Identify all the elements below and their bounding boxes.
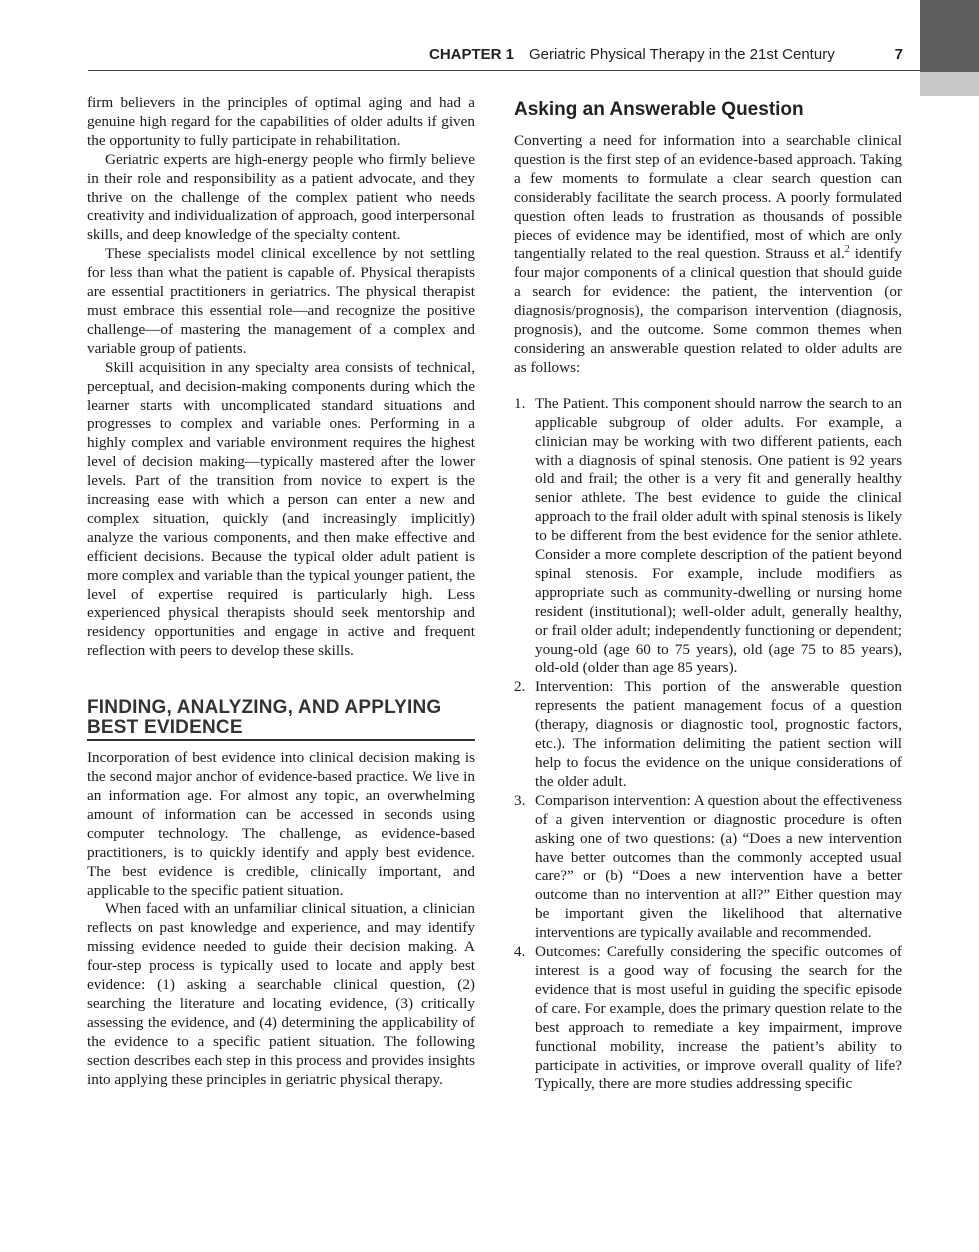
list-item-text: Comparison intervention: A question about the effectiveness of a given intervention or diagnostic procedure is often asking one of two questions: (a) “Does a new intervention have better outcomes than the commonly accepted usual care?” or (b) “Does a new intervention have a better outcome than no intervention at all?” Either question may be important given the likelihood that alternative interventions are typically available and recommended. <box>535 791 902 942</box>
paragraph-answerable-question <box>514 132 902 378</box>
left-column <box>87 94 475 1090</box>
list-number: 3. <box>514 791 526 809</box>
section-heading: FINDING, ANALYZING, AND APPLYING BEST EVIDENCE <box>87 698 475 741</box>
subsection-heading: Asking an Answerable Question <box>514 99 804 120</box>
list-item <box>514 792 902 943</box>
list-item <box>514 678 902 791</box>
question-components-list <box>514 395 902 1095</box>
page-number: 7 <box>894 46 903 63</box>
list-number: 2. <box>514 678 526 696</box>
reference-superscript: 2 <box>844 244 850 256</box>
list-item-text: Outcomes: Carefully considering the specific outcomes of interest is a good way of focusing the search for the evidence that is most useful in guiding the specific episode of care. For example, does the primary question relate to the best approach to remediate a key impairment, improve functional mobility, increase the patient’s ability to participate in activities, or improve overall quality of life? Typically, there are more studies addressing specific <box>535 943 902 1093</box>
list-item-text: Intervention: This portion of the answerable question represents the patient management focus of a question (therapy, diagnosis or diagnostic tool, prognostic factors, etc.). The information delimiting the patient section will help to focus the evidence on the unique considerations of the older adult. <box>535 678 902 790</box>
list-item-text: The Patient. This component should narrow the search to an applicable subgroup of older adults. For example, a clinician may be working with two different patients, each with a diagnosis of spinal stenosis. One patient is 92 years old and frail; the other is a very fit and generally healthy senior athlete. The best evidence to guide the clinical approach to the frail older adult with spinal stenosis is likely to be different from the best evidence for the senior athlete. Consider a more complete description of the patient beyond spinal stenosis. For example, include modifiers as appropriate such as community-dwelling or nursing home resident (institutional); well-older adult, generally healthy, or frail older adult; independently functioning or dependent; young-old (age 60 to 75 years), old (age 75 to 85 years), old-old (older than age 85 years). <box>535 394 902 677</box>
chapter-label: CHAPTER 1 <box>429 46 515 63</box>
chapter-tab-light <box>920 72 979 96</box>
list-number: 4. <box>514 943 526 961</box>
paragraph-skill-acquisition: Skill acquisition in any specialty area consists of technical, perceptual, and decision-making components during which the learner starts with uncomplicated standard situations and progresses to complex and variable ones. Performing in a highly complex and variable environment requires the highest level of decision making—typically mastered after the lower levels. Part of the transition from novice to expert is the increasing ease with which a person can enter a new and complex situation, quickly (and increasingly implicitly) analyze the various components, and then make effective and efficient decisions. Because the typical older adult patient is more complex and variable than the typical younger patient, the level of expertise required is particularly high. Less experienced physical therapists should seek mentorship and residency opportunities and engage in active and frequent reflection with peers to develop these skills. <box>87 358 475 660</box>
chapter-title: Geriatric Physical Therapy in the 21st Century <box>529 46 835 63</box>
list-item <box>514 943 902 1094</box>
header-rule <box>88 70 920 71</box>
list-item <box>514 395 902 679</box>
intro-text: Converting a need for information into a searchable clinical question is the first step of an evidence-based approach. Taking a few moments to formulate a clear search question can considerably facilitate the search process. A poorly formulated question often leads to frustration as thousands of possible pieces of evidence may be identified, most of which are only tangentially related to the real question. Strauss et al. <box>514 132 902 263</box>
chapter-tab-dark <box>920 0 979 72</box>
paragraph-geriatric-experts: Geriatric experts are high-energy people who firmly believe in their role and responsibility as a patient advocate, and they thrive on the challenge of the complex patient who needs creativity and individualization of approach, good interpersonal skills, and deep knowledge of the specialty content. <box>87 150 475 244</box>
paragraph-specialists: These specialists model clinical excellence by not settling for less than what the patient is capable of. Physical therapists are essential practitioners in geriatrics. The physical therapist must embrace this essential role—and recognize the positive challenge—of mastering the management of a complex and variable group of patients. <box>87 245 475 357</box>
paragraph-best-evidence: Incorporation of best evidence into clinical decision making is the second major anchor of evidence-based practice. We live in an information age. For almost any topic, an overwhelming amount of information can be accessed in seconds using computer technology. The challenge, as evidence-based practitioners, is to quickly identify and apply best evidence. The best evidence is credible, clinically important, and applicable to the specific patient situation. <box>87 749 475 899</box>
paragraph-continued: firm believers in the principles of optimal aging and had a genuine high regard for the capabilities of older adults if given the opportunity to fully participate in rehabilitation. <box>87 94 475 149</box>
list-number: 1. <box>514 394 526 412</box>
running-header <box>88 46 903 68</box>
intro-text-continued: identify four major components of a clinical question that should guide a search for evidence: the patient, the intervention (or diagnosis/prognosis), the comparison intervention (diagnosis, prognosis), and the outcome. Some common themes when considering an answerable question related to older adults are as follows: <box>514 245 902 376</box>
right-column <box>514 94 902 1094</box>
paragraph-four-step-process: When faced with an unfamiliar clinical situation, a clinician reflects on past knowledge and experience, and may identify missing evidence needed to guide their decision making. A four-step process is typically used to locate and apply best evidence: (1) asking a searchable clinical question, (2) searching the literature and locating evidence, (3) critically assessing the evidence, and (4) determining the applicability of the evidence to a specific patient situation. The following section describes each step in this process and provides insights into applying these principles in geriatric physical therapy. <box>87 900 475 1088</box>
